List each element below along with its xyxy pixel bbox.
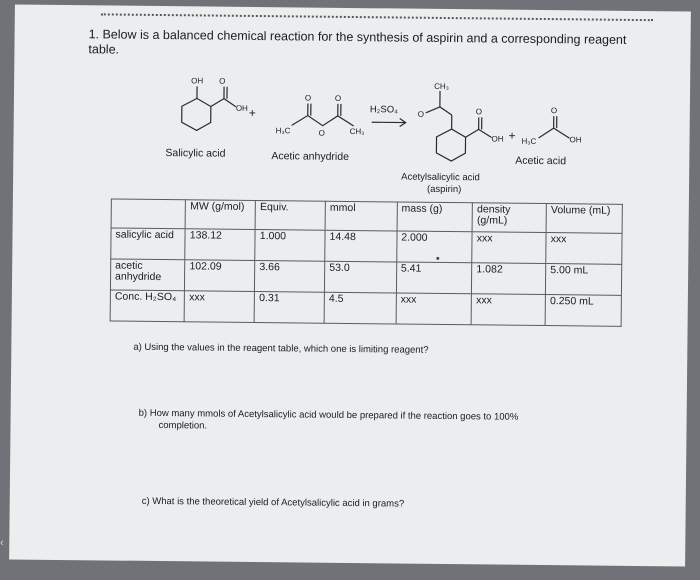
table-cell: 5.41 <box>396 262 472 294</box>
table-header-cell: mmol <box>325 201 397 231</box>
salicylic-acid-label: Salicylic acid <box>165 147 226 160</box>
table-cell: xxx <box>546 233 622 265</box>
svg-text:OH: OH <box>569 135 582 145</box>
acetic-acid-label: Acetic acid <box>515 154 567 168</box>
svg-text:OH: OH <box>191 76 204 86</box>
table-cell: 0.250 mL <box>545 295 621 327</box>
table-cell: 3.66 <box>255 261 325 293</box>
chevron-left-icon[interactable]: ‹ <box>0 537 4 549</box>
table-cell: salicylic acid <box>111 228 186 260</box>
svg-text:+: + <box>248 105 256 121</box>
table-cell: acetic anhydride <box>110 259 185 291</box>
reagent-table <box>110 198 623 326</box>
svg-text:O: O <box>417 109 425 119</box>
reaction-scheme <box>13 4 691 201</box>
svg-text:+: + <box>508 128 516 143</box>
table-cell: Conc. H₂SO₄ <box>110 290 185 322</box>
table-cell: xxx <box>184 291 254 323</box>
worksheet-page <box>9 4 691 566</box>
table-header-cell: mass (g) <box>397 202 473 232</box>
table-header-cell: MW (g/mol) <box>185 200 255 230</box>
table-cell: 53.0 <box>325 261 397 293</box>
table-cell: 1.000 <box>255 230 325 262</box>
table-cell: 5.00 mL <box>546 264 622 296</box>
table-cell: 102.09 <box>185 260 255 292</box>
table-cell: 14.48 <box>325 230 397 262</box>
svg-text:OH: OH <box>235 103 248 113</box>
table-header-cell: density (g/mL) <box>472 203 546 233</box>
question-1-header: 1. Below is a balanced chemical reaction for the synthesis of aspirin and a corresponding reagent table. <box>88 27 627 57</box>
svg-text:H₃C: H₃C <box>521 136 537 146</box>
table-cell: xxx <box>471 294 545 326</box>
question-b-line2: completion. <box>158 420 208 432</box>
acetic-anhydride-label: Acetic anhydride <box>271 150 350 163</box>
svg-text:H₃C: H₃C <box>275 126 291 136</box>
question-a: a) Using the values in the reagent table, which one is limiting reagent? <box>133 341 429 356</box>
svg-text:O: O <box>550 106 558 116</box>
aspirin-label-line2: (aspirin) <box>426 183 462 196</box>
aspirin-ring <box>436 129 465 161</box>
svg-text:O: O <box>334 93 342 103</box>
table-cell: xxx <box>472 232 546 264</box>
acetic-acid-skeleton <box>539 128 570 138</box>
table-cell: 0.31 <box>254 292 324 324</box>
table-cell: 4.5 <box>324 292 396 324</box>
table-header-cell: Equiv. <box>255 201 325 231</box>
svg-text:O: O <box>475 107 483 117</box>
question-b-line1: b) How many mmols of Acetylsalicylic acid would be prepared if the reaction goes to 100% <box>138 407 519 423</box>
svg-text:O: O <box>219 76 226 86</box>
table-row <box>110 290 621 326</box>
svg-text:O: O <box>304 93 312 103</box>
stray-mark <box>436 257 439 260</box>
question-c: c) What is the theoretical yield of Acetylsalicylic acid in grams? <box>141 495 405 510</box>
table-header-cell: Volume (mL) <box>546 204 622 234</box>
table-cell: 138.12 <box>185 229 255 261</box>
table-header-cell <box>111 199 186 229</box>
svg-text:CH₃: CH₃ <box>349 126 365 137</box>
svg-text:OH: OH <box>491 134 504 144</box>
anhydride-skeleton <box>292 115 354 126</box>
svg-text:CH₃: CH₃ <box>434 81 449 92</box>
table-cell: 1.082 <box>472 263 546 295</box>
catalyst-label: H₂SO₄ <box>369 104 399 116</box>
table-cell: xxx <box>396 293 472 325</box>
table-cell: 2.000 <box>396 231 472 263</box>
aspirin-label-line1: Acetylsalicylic acid <box>401 171 480 184</box>
salicylic-ring <box>182 98 211 130</box>
svg-text:O: O <box>318 128 325 138</box>
